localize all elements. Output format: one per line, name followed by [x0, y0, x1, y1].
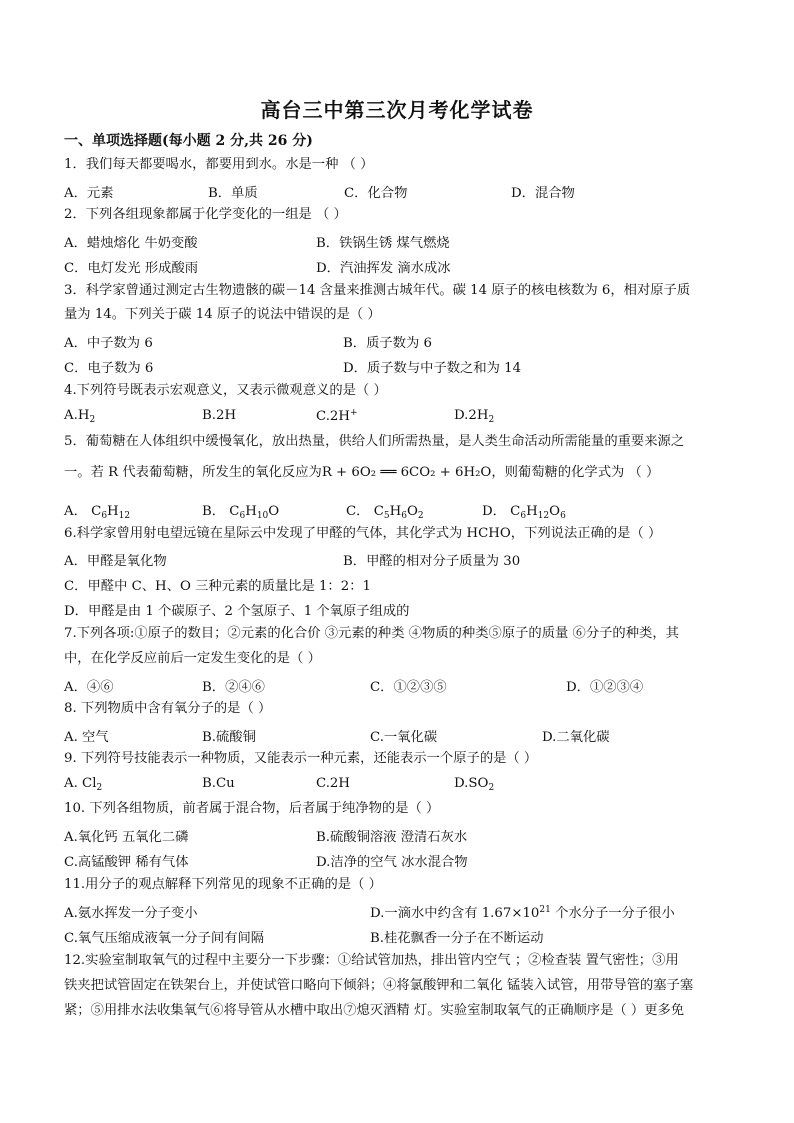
option: B.2H [202, 408, 237, 423]
option: D．甲醛是由 1 个碳原子、2 个氢原子、1 个氧原子组成的 [64, 604, 410, 619]
option: A．④⑥ [64, 680, 114, 695]
option: C.高锰酸钾 稀有气体 [64, 855, 189, 870]
question-stem: 2．下列各组现象都属于化学变化的一组是 （ ） [64, 207, 347, 222]
option: C．①②③⑤ [370, 680, 447, 695]
option: D．①②③④ [566, 680, 644, 695]
question-stem: 7.下列各项:①原子的数目；②元素的化合价 ③元素的种类 ④物质的种类⑤原子的质量 ⑥分子的种类，其 [64, 626, 679, 641]
question-stem: 6.科学家曾用射电望远镜在星际云中发现了甲醛的气体，其化学式为 HCHO，下列说法正确的是（ ） [64, 526, 662, 541]
option: C．甲醛中 C、H、O 三种元素的质量比是 1：2：1 [64, 579, 371, 594]
section-heading: 一、单项选择题(每小题 2 分,共 26 分) [64, 133, 313, 149]
option: D.二氧化碳 [542, 730, 610, 745]
question-stem: 铁夹把试管固定在铁架台上，并使试管口略向下倾斜；④将氯酸钾和二氧化 锰装入试管，用带导管的塞子塞 [64, 978, 694, 993]
option: B.Cu [202, 776, 235, 791]
option: B．甲醛的相对分子质量为 30 [343, 554, 521, 569]
option: C．化合物 [344, 186, 408, 201]
option: B．铁锅生锈 煤气燃烧 [316, 236, 450, 251]
option: B.硫酸铜溶液 澄清石灰水 [316, 830, 468, 845]
option: D． $C_6H_{12}O_6$ [482, 504, 566, 521]
option: A．元素 [64, 186, 114, 201]
question-stem: 8. 下列物质中含有氧分子的是（ ） [64, 701, 272, 716]
question-stem: 12.实验室制取氧气的过程中主要分一下步骤：①给试管加热，排出管内空气 ；②检查装 置气密性；③用 [64, 953, 679, 968]
option: C.2H+ [316, 408, 358, 424]
question-stem: 一。若 R 代表葡萄糖，所发生的氧化反应为R + 6O₂ ══ 6CO₂ + 6H₂O，则葡萄糖的化学式为 （ ） [64, 465, 660, 480]
question-stem: 紧；⑤用排水法收集氧气⑥将导管从水槽中取出⑦熄灭酒精 灯。实验室制取氧气的正确顺序是（ ）更多免 [64, 1003, 685, 1018]
option: A. 空气 [64, 730, 109, 745]
option: $D.SO_2$ [454, 776, 495, 793]
question-stem: 4.下列符号既表示宏观意义，又表示微观意义的是（ ） [64, 383, 387, 398]
question-stem: 9. 下列符号技能表示一种物质，又能表示一种元素，还能表示一个原子的是（ ） [64, 751, 538, 766]
option: $D.2H_2$ [454, 408, 495, 425]
option: A． $C_6H_{12}$ [64, 504, 131, 521]
question-stem: 中，在化学反应前后一定发生变化的是（ ） [64, 651, 321, 666]
option: B.硫酸铜 [202, 730, 256, 745]
option: B．②④⑥ [202, 680, 265, 695]
option: D．质子数与中子数之和为 14 [343, 361, 522, 376]
question-stem: 3．科学家曾通过测定古生物遗骸的碳－14 含量来推测古城年代。碳 14 原子的核电核数为 6，相对原子质 [64, 283, 691, 298]
option: A.氧化钙 五氧化二磷 [64, 830, 189, 845]
option: D．混合物 [511, 186, 575, 201]
option: A.氨水挥发一分子变小 [64, 906, 198, 921]
question-stem: 11.用分子的观点解释下列常见的现象不正确的是（ ） [64, 877, 382, 892]
option: C.2H [316, 776, 350, 791]
option: C． $C_5H_6O_2$ [346, 504, 424, 521]
option: C．电灯发光 形成酸雨 [64, 261, 199, 276]
option: C.氧气压缩成液氧一分子间有间隔 [64, 931, 265, 946]
option: A．蜡烛熔化 牛奶变酸 [64, 236, 198, 251]
option: B.桂花飘香一分子在不断运动 [370, 931, 544, 946]
option: A. $Cl_2$ [64, 776, 103, 793]
reaction-equation: R + 6O₂ ══ 6CO₂ + 6H₂O [321, 465, 492, 480]
option: A．甲醛是氧化物 [64, 554, 167, 569]
option: A．中子数为 6 [64, 336, 153, 351]
option: C.一氧化碳 [370, 730, 438, 745]
question-stem: 10. 下列各组物质，前者属于混合物，后者属于纯净物的是（ ） [64, 801, 440, 816]
question-stem: 量为 14。下列关于碳 14 原子的说法中错误的是（ ） [64, 307, 381, 322]
option: D．汽油挥发 滴水成冰 [316, 261, 451, 276]
option: B．质子数为 6 [343, 336, 432, 351]
question-stem: 1．我们每天都要喝水，都要用到水。水是一种 （ ） [64, 157, 374, 172]
option: B． $C_6H_{10}O$ [202, 504, 280, 521]
page-title: 高台三中第三次月考化学试卷 [260, 98, 534, 122]
option: B．单质 [208, 186, 258, 201]
question-stem: 5．葡萄糖在人体组织中缓慢氧化，放出热量，供给人们所需热量，是人类生命活动所需能量的重要来源之 [64, 434, 685, 449]
option: $A.H_2$ [64, 408, 96, 425]
option: D.一滴水中约含有 $1.67\times 10^{21}$ 个水分子一分子很小 [370, 905, 675, 921]
option: C．电子数为 6 [64, 361, 154, 376]
option: D.洁净的空气 冰水混合物 [316, 855, 468, 870]
